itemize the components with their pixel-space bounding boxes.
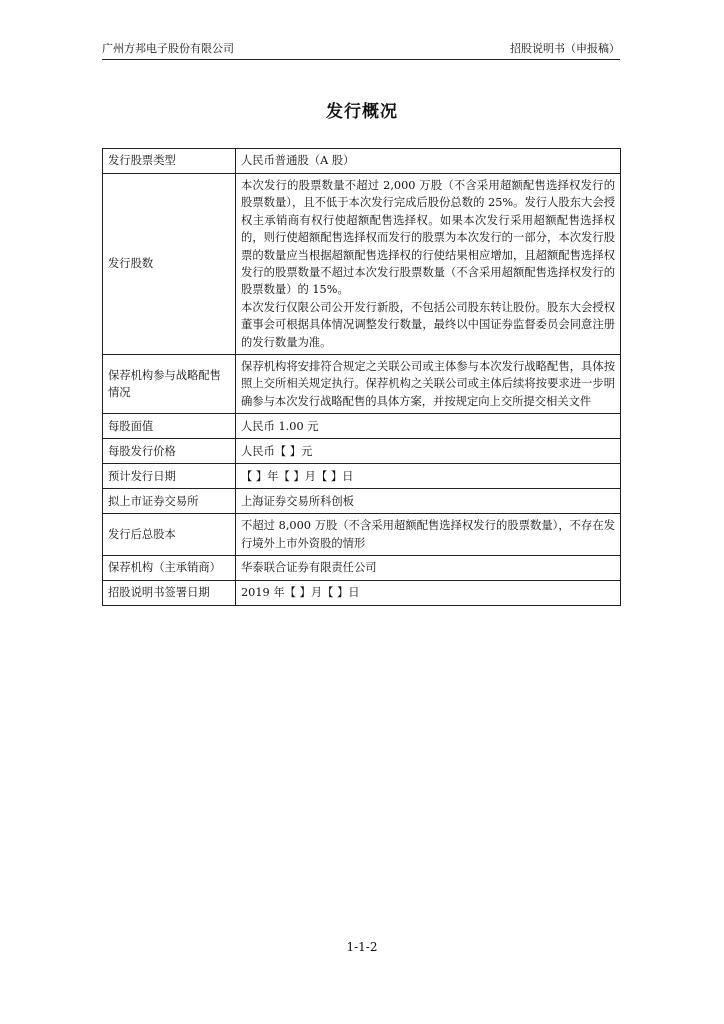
row-label: 保荐机构（主承销商） (103, 556, 236, 581)
row-value: 华泰联合证券有限责任公司 (236, 556, 621, 581)
table-row (103, 174, 621, 355)
table-row (103, 581, 621, 606)
table-row (103, 464, 621, 489)
row-label: 招股说明书签署日期 (103, 581, 236, 606)
page-number: 1-1-2 (346, 940, 378, 954)
page-title: 发行概况 (326, 102, 398, 122)
row-label: 每股发行价格 (103, 439, 236, 464)
page-header (102, 42, 620, 60)
row-value: 保荐机构将安排符合规定之关联公司或主体参与本次发行战略配售，具体按照上交所相关规定执行。保荐机构之关联公司或主体后续将按要求进一步明确参与本次发行战略配售的具体方案，并按规定向上交所提交相关文件 (236, 355, 621, 414)
row-value: 上海证券交易所科创板 (236, 489, 621, 514)
row-label: 发行股数 (103, 174, 236, 355)
row-value: 不超过 8,000 万股（不含采用超额配售选择权发行的股票数量），不存在发行境外上市外资股的情形 (236, 514, 621, 556)
row-label: 预计发行日期 (103, 464, 236, 489)
table-row (103, 439, 621, 464)
header-company: 广州方邦电子股份有限公司 (102, 42, 234, 55)
row-value (236, 174, 621, 355)
row-value: 2019 年【 】月【 】日 (236, 581, 621, 606)
table-row (103, 414, 621, 439)
row-value: 人民币【 】元 (236, 439, 621, 464)
row-label: 每股面值 (103, 414, 236, 439)
row-value: 人民币 1.00 元 (236, 414, 621, 439)
header-doc-title: 招股说明书（申报稿） (510, 42, 620, 55)
row-value-paragraph: 本次发行的股票数量不超过 2,000 万股（不含采用超额配售选择权发行的股票数量），且不低于本次发行完成后股份总数的 25%。发行人股东大会授权主承销商有权行使超额配售选择权。如果本次发行采用超额配售选择权的，则行使超额配售选择权而发行的股票为本次发行的一部分，本次发行股票的数量应当根据超额配售选择权的行使结果相应增加，且超额配售选择权发行的股票数量不超过本次发行股票数量（不含采用超额配售选择权发行的股票数量）的 15%。 (241, 179, 615, 297)
row-value-paragraph: 本次发行仅限公司公开发行新股，不包括公司股东转让股份。股东大会授权董事会可根据具体情况调整发行数量，最终以中国证券监督委员会同意注册的发行数量为准。 (241, 300, 615, 349)
table-row (103, 149, 621, 174)
row-label: 拟上市证券交易所 (103, 489, 236, 514)
table-row (103, 355, 621, 414)
row-value: 【 】年【 】月【 】日 (236, 464, 621, 489)
row-label: 保荐机构参与战略配售情况 (103, 355, 236, 414)
row-label: 发行股票类型 (103, 149, 236, 174)
issuance-overview-table (102, 148, 621, 606)
table-row (103, 514, 621, 556)
row-label: 发行后总股本 (103, 514, 236, 556)
row-value: 人民币普通股（A 股） (236, 149, 621, 174)
table-row (103, 556, 621, 581)
table-row (103, 489, 621, 514)
